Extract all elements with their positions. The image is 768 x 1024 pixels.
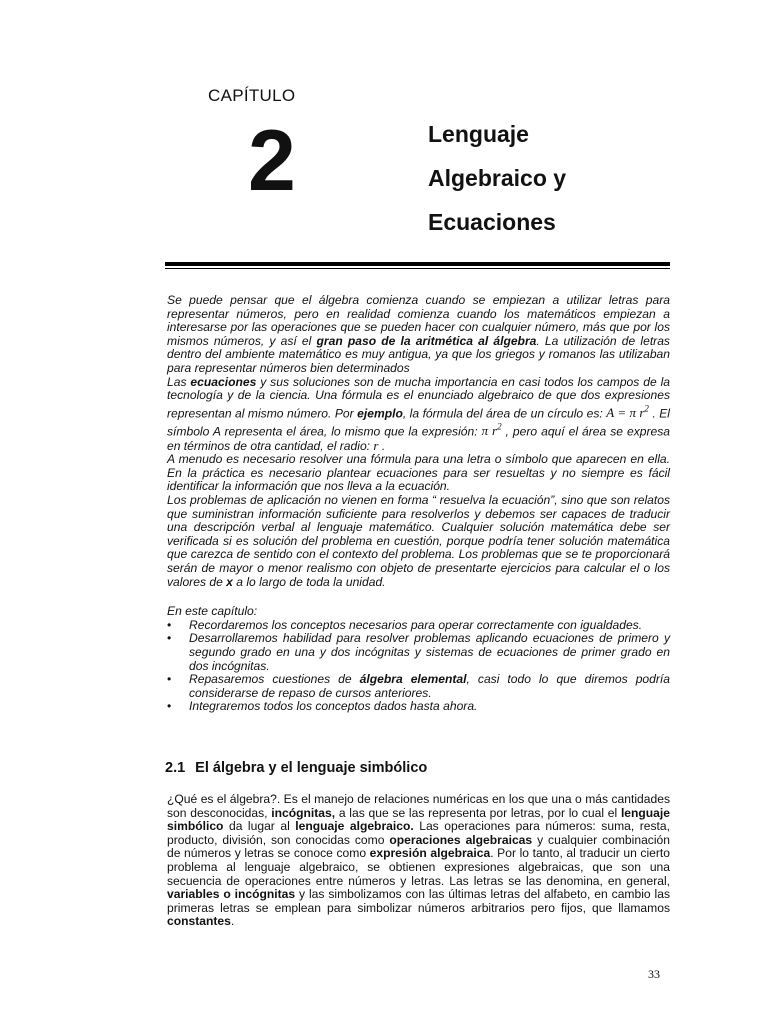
emphasis: ejemplo bbox=[357, 406, 403, 421]
radius-symbol: r bbox=[373, 437, 379, 453]
chapter-title-line: Ecuaciones bbox=[428, 209, 556, 235]
chapter-title bbox=[428, 112, 566, 244]
intro-paragraph: Se puede pensar que el álgebra comienza cuando se empiezan a utilizar letras para representar números, pero en realidad comienza cuando los matemáticos empiezan a interesarse por las operaciones que se pueden hacer con cualquier número, más que por los mismos números, y así el gran paso de la aritmética al álgebra. La utilización de letras dentro del ambiente matemático es muy antigua, ya que los griegos y romanos las utilizaban para representar números bien determinados bbox=[167, 293, 670, 375]
area-formula: A = π $r^2$ bbox=[606, 403, 649, 421]
intro-paragraph: Los problemas de aplicación no vienen en forma “ resuelva la ecuación”, sino que son relatos que suministran información suficiente para resolverlos y debemos ser capaces de traducir una descripción verbal al lenguaje matemático. Cualquier solución matemática debe ser verificada si es solución del problema en cuestión, porque podría tener solución matemática que carezca de sentido con el contexto del problema. Los problemas que se te proporcionará serán de mayor o menor realismo con objeto de presentarte ejercicios para calcular el o los valores de x a lo largo de toda la unidad. bbox=[167, 492, 670, 589]
emphasis: incógnitas, bbox=[271, 805, 336, 820]
list-intro: En este capítulo: bbox=[167, 604, 258, 619]
bullet-icon: • bbox=[167, 631, 172, 646]
emphasis: álgebra elemental bbox=[359, 672, 467, 687]
chapter-number: 2 bbox=[248, 113, 296, 209]
variable-x: x bbox=[226, 574, 233, 589]
emphasis: lenguaje algebraico. bbox=[295, 819, 414, 834]
emphasis: ecuaciones bbox=[190, 374, 257, 389]
list-item: • Integraremos todos los conceptos dados hasta ahora. bbox=[167, 699, 478, 714]
intro-paragraph: A menudo es necesario resolver una fórmula para una letra o símbolo que aparecen en ella. En la práctica es necesario plantear ecuaciones para ser resueltas y no siempre es fácil identificar la información que nos lleva a la ecuación. bbox=[167, 452, 670, 494]
bullet-icon: • bbox=[167, 672, 172, 687]
chapter-title-line: Lenguaje bbox=[428, 121, 529, 147]
bullet-icon: • bbox=[167, 617, 172, 632]
list-item: • Repasaremos cuestiones de álgebra elemental, casi todo lo que diremos podría considerarse de repaso de cursos anteriores. bbox=[167, 672, 670, 700]
emphasis: lenguaje simbólico bbox=[167, 805, 670, 834]
pi-r-squared: π $r^2$ bbox=[481, 421, 502, 438]
chapter-label: CAPÍTULO bbox=[208, 86, 296, 105]
section-heading bbox=[165, 760, 427, 776]
chapter-title-line: Algebraico y bbox=[428, 165, 567, 191]
list-item: • Desarrollaremos habilidad para resolver problemas aplicando ecuaciones de primero y segundo grado en una y dos incógnitas y sistemas de ecuaciones de primer grado en dos incógnitas. bbox=[167, 631, 670, 673]
body-paragraph: ¿Qué es el álgebra?. Es el manejo de relaciones numéricas en los que una o más cantidades son desconocidas, incógnitas, a las que se las representa por letras, por lo cual el lenguaje simbólico da lugar al lenguaje algebraico. Las operaciones para números: suma, resta, producto, división, son conocidas como operaciones algebraicas y cualquier combinación de números y letras se conoce como expresión algebraica. Por lo tanto, al traducir un cierto problema al lenguaje algebraico, se obtienen expresiones algebraicas, que son una secuencia de operaciones entre números y letras. Las letras se las denomina, en general, variables o incógnitas y las simbolizamos con las últimas letras del alfabeto, en cambio las primeras letras se emplean para simbolizar números arbitrarios pero fijos, que llamamos constantes. bbox=[167, 792, 670, 929]
page-number: 33 bbox=[648, 967, 660, 981]
emphasis: operaciones algebraicas bbox=[389, 832, 533, 847]
heading-rule-thick bbox=[165, 262, 670, 266]
emphasis: gran paso de la aritmética al álgebra bbox=[316, 333, 537, 348]
section-title: El álgebra y el lenguaje simbólico bbox=[195, 760, 428, 776]
chapter-introduction bbox=[167, 294, 670, 714]
emphasis: constantes bbox=[167, 914, 231, 929]
list-item: • Recordaremos los conceptos necesarios para operar correctamente con igualdades. bbox=[167, 617, 643, 632]
section-body bbox=[167, 793, 670, 929]
emphasis: variables o incógnitas bbox=[167, 887, 296, 902]
intro-paragraph: Las ecuaciones y sus soluciones son de mucha importancia en casi todos los campos de la tecnología y de la ciencia. Una fórmula es el enunciado algebraico de que dos expresiones representan al mismo número. Por ejemplo, la fórmula del área de un círculo es: A = π $r^2$ . El símbolo A representa el área, lo mismo que la expresión: π $r^2$ , pero aquí el área se expresa en términos de otra cantidad, el radio: r . bbox=[167, 374, 671, 453]
section-number: 2.1 bbox=[165, 760, 186, 776]
emphasis: expresión algebraica bbox=[369, 846, 491, 861]
bullet-icon: • bbox=[167, 699, 172, 714]
objectives-list bbox=[167, 619, 670, 714]
heading-rule-thin bbox=[165, 268, 670, 269]
